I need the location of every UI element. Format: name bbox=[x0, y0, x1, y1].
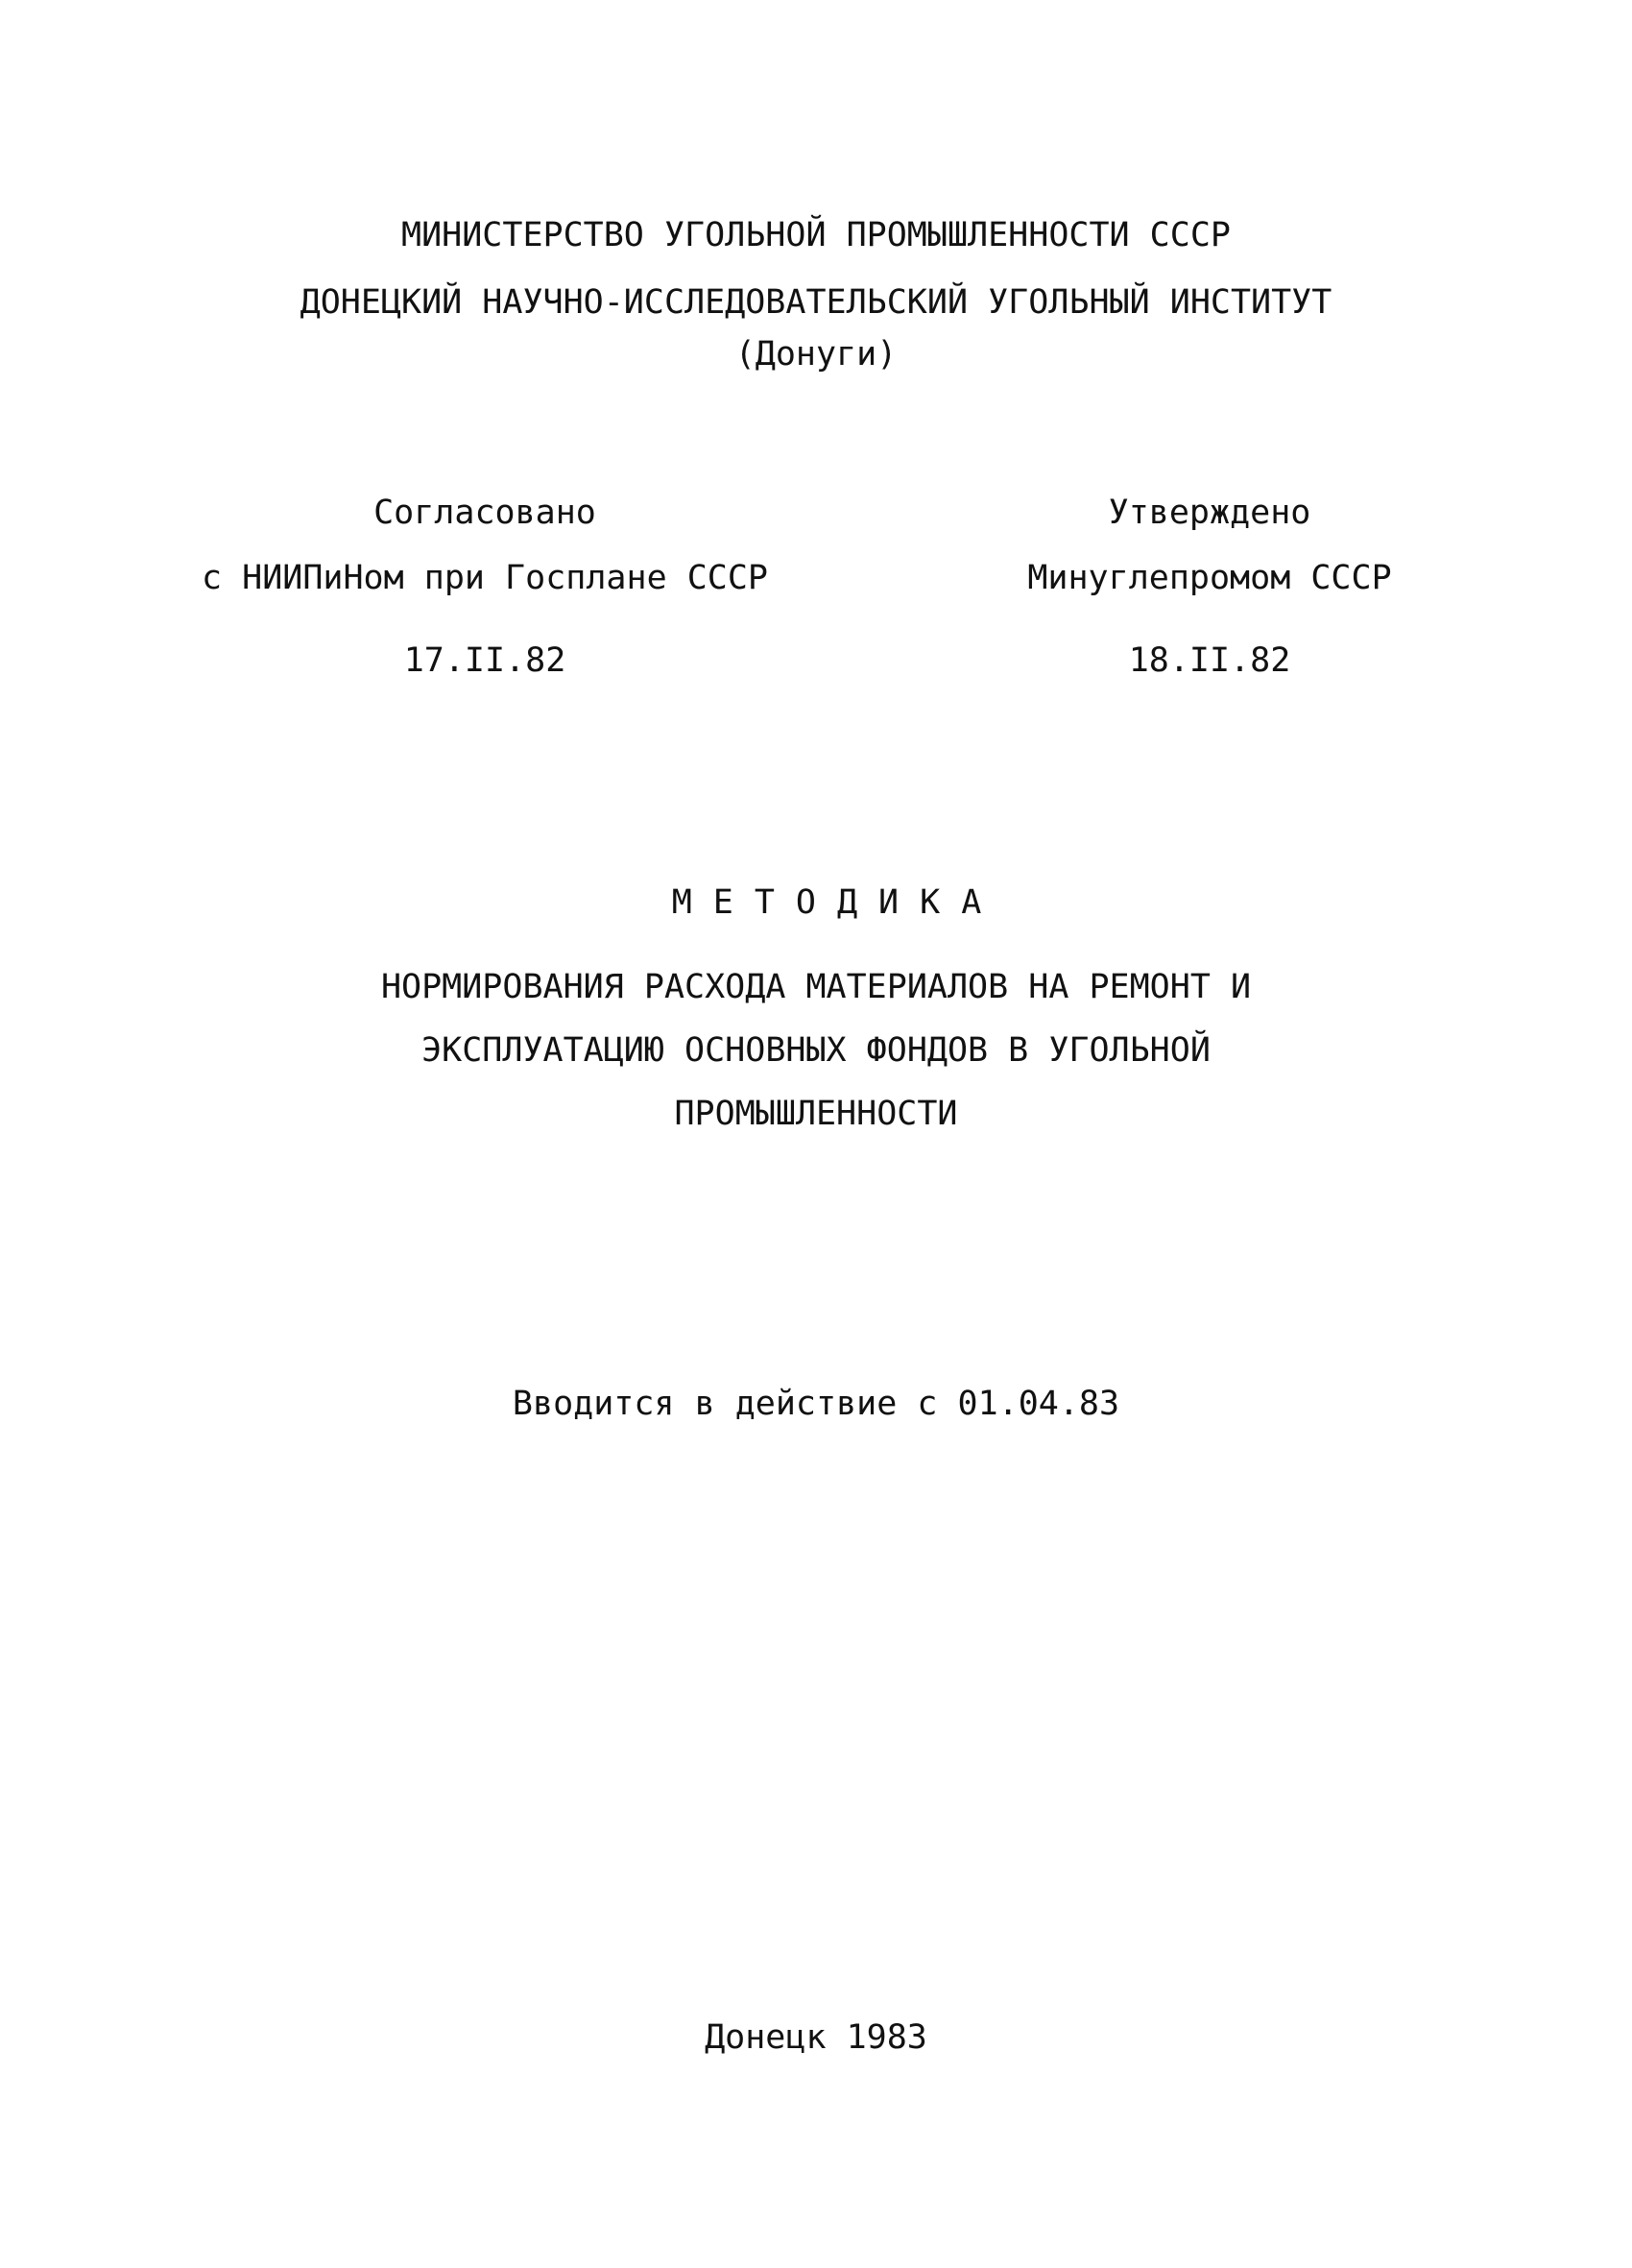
agreed-label: Согласовано bbox=[373, 494, 596, 532]
title-line-1: НОРМИРОВАНИЯ РАСХОДА МАТЕРИАЛОВ НА РЕМОНТ И bbox=[380, 968, 1252, 1006]
approved-by: Минуглепромом СССР bbox=[1027, 559, 1392, 597]
title-line-2: ЭКСПЛУАТАЦИЮ ОСНОВНЫХ ФОНДОВ В УГОЛЬНОЙ bbox=[421, 1031, 1211, 1070]
publication-place-year: Донецк 1983 bbox=[705, 2018, 927, 2057]
approved-label: Утверждено bbox=[1108, 494, 1311, 532]
agreed-date: 17.II.82 bbox=[403, 641, 566, 680]
document-heading: МЕТОДИКА bbox=[671, 883, 1003, 922]
title-line-3: ПРОМЫШЛЕННОСТИ bbox=[674, 1095, 958, 1133]
agreed-by: с НИИПиНом при Госплане СССР bbox=[201, 559, 768, 597]
effective-date-line: Вводится в действие с 01.04.83 bbox=[512, 1385, 1120, 1423]
ministry-line: МИНИСТЕРСТВО УГОЛЬНОЙ ПРОМЫШЛЕННОСТИ СССР bbox=[401, 216, 1231, 254]
institute-abbreviation: (Донуги) bbox=[734, 335, 898, 374]
approved-date: 18.II.82 bbox=[1128, 641, 1291, 680]
institute-line: ДОНЕЦКИЙ НАУЧНО-ИССЛЕДОВАТЕЛЬСКИЙ УГОЛЬНЫЙ ИНСТИТУТ bbox=[300, 283, 1332, 322]
